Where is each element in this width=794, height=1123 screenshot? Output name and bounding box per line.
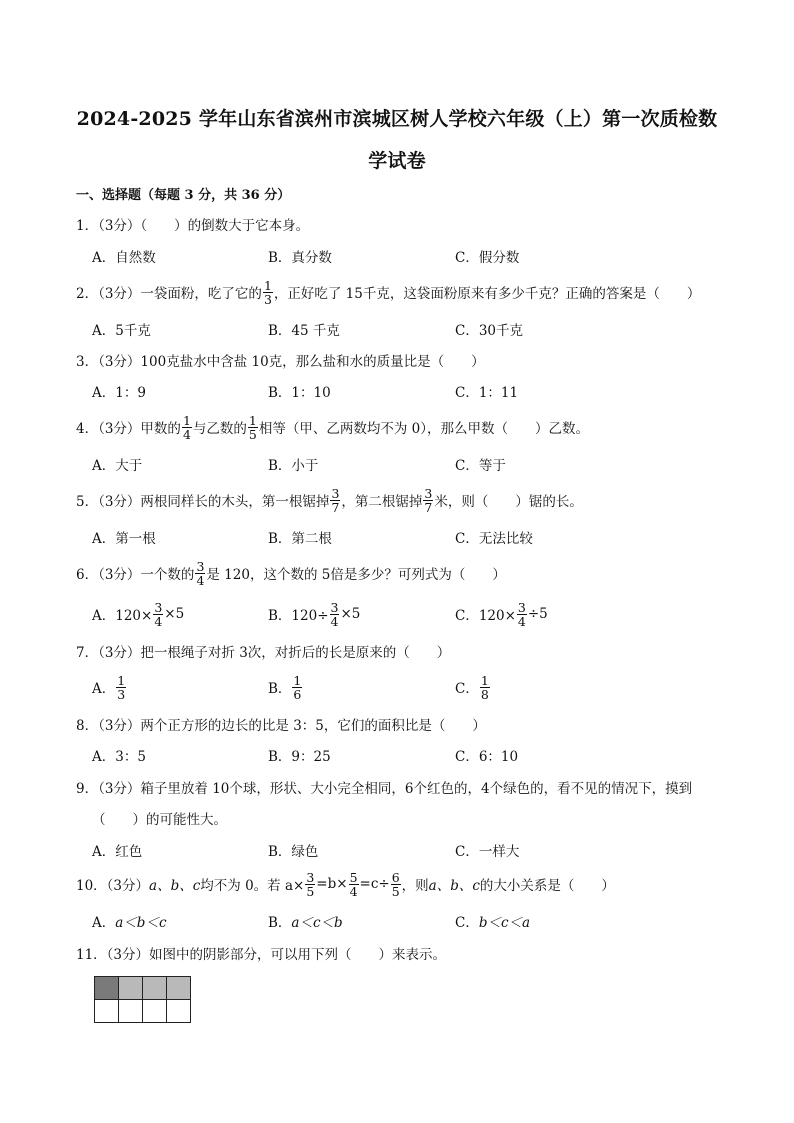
question-9-line2: （ ）的可能性大。 bbox=[92, 812, 227, 828]
option-a: A．红色 bbox=[92, 844, 143, 860]
question-4-options bbox=[92, 450, 732, 478]
option-c: C．30千克 bbox=[455, 323, 524, 339]
option-c: C． $\frac{1}{8}$ bbox=[455, 672, 489, 702]
grid-cell-empty bbox=[167, 1000, 191, 1023]
question-6-options bbox=[92, 597, 732, 631]
option-b: B．第二根 bbox=[268, 531, 332, 547]
fraction: $\frac{1}{3}$ bbox=[117, 672, 126, 702]
option-b: B．真分数 bbox=[268, 250, 332, 266]
grid-row bbox=[95, 1000, 191, 1023]
option-b: B．绿色 bbox=[268, 844, 319, 860]
question-7: 7．（3分）把一根绳子对折 3次，对折后的长是原来的（ ） bbox=[76, 645, 451, 661]
question-9-options bbox=[92, 836, 732, 864]
question-1: 1．（3分）（ ）的倒数大于它本身。 bbox=[76, 218, 310, 234]
question-10: 10．（3分） a、b、c 均不为 0。若 a× $\frac{3}{5}$ =b× $\frac{5}{4}$ =c÷ $\frac{6}{5}$ ，则 a、b、c 的大小关系是（ ） bbox=[76, 869, 615, 899]
option-c: C． b＜c＜a bbox=[455, 915, 531, 931]
option-b: B．45 千克 bbox=[268, 323, 340, 339]
fraction: $\frac{3}{5}$ bbox=[306, 869, 315, 899]
option-a: A． a＜b＜c bbox=[92, 915, 167, 931]
fraction: $\frac{3}{4}$ bbox=[517, 599, 526, 629]
option-a: A．自然数 bbox=[92, 250, 156, 266]
question-2-options bbox=[92, 315, 732, 343]
fraction: $\frac{3}{4}$ bbox=[196, 558, 205, 588]
question-5-options bbox=[92, 523, 732, 551]
grid-cell-shaded bbox=[143, 977, 167, 1000]
question-8-options bbox=[92, 741, 732, 769]
grid-cell-shaded bbox=[119, 977, 143, 1000]
option-c: C．假分数 bbox=[455, 250, 520, 266]
option-b: B． $\frac{1}{6}$ bbox=[268, 672, 302, 702]
fraction: $\frac{3}{7}$ bbox=[331, 485, 340, 515]
option-a: A．第一根 bbox=[92, 531, 156, 547]
grid-cell-empty bbox=[95, 1000, 119, 1023]
option-a: A．大于 bbox=[92, 458, 143, 474]
question-3-options bbox=[92, 377, 732, 405]
option-a: A．120× $\frac{3}{4}$ ×5 bbox=[92, 599, 185, 629]
option-b: B．1：10 bbox=[268, 385, 331, 401]
fraction: $\frac{1}{8}$ bbox=[480, 672, 489, 702]
grid-row bbox=[95, 977, 191, 1000]
question-3: 3．（3分）100克盐水中含盐 10克，那么盐和水的质量比是（ ） bbox=[76, 354, 485, 370]
question-8: 8．（3分）两个正方形的边长的比是 3：5，它们的面积比是（ ） bbox=[76, 718, 486, 734]
question-11: 11．（3分）如图中的阴影部分，可以用下列（ ）来表示。 bbox=[76, 947, 447, 963]
option-c: C．一样大 bbox=[455, 844, 520, 860]
exam-title-line2: 学试卷 bbox=[368, 150, 426, 172]
option-b: B．小于 bbox=[268, 458, 319, 474]
option-b: B．120÷ $\frac{3}{4}$ ×5 bbox=[268, 599, 361, 629]
fraction: $\frac{1}{3}$ bbox=[263, 277, 272, 307]
grid-cell-empty bbox=[143, 1000, 167, 1023]
exam-title-line1: 2024-2025 学年山东省滨州市滨城区树人学校六年级（上）第一次质检数 bbox=[76, 108, 718, 130]
question-5: 5．（3分）两根同样长的木头，第一根锯掉 $\frac{3}{7}$ ，第二根锯掉 $\frac{3}{7}$ 米，则（ ）锯的长。 bbox=[76, 485, 583, 515]
question-4: 4．（3分）甲数的 $\frac{1}{4}$ 与乙数的 $\frac{1}{5}$ 相等（甲、乙两数均不为 0），那么甲数（ ）乙数。 bbox=[76, 412, 589, 442]
option-a: A． $\frac{1}{3}$ bbox=[92, 672, 126, 702]
section-heading: 一、选择题（每题 3 分，共 36 分） bbox=[76, 188, 291, 203]
option-c: C．无法比较 bbox=[455, 531, 533, 547]
fraction: $\frac{1}{5}$ bbox=[248, 412, 257, 442]
option-c: C．6：10 bbox=[455, 749, 519, 765]
option-c: C．等于 bbox=[455, 458, 506, 474]
grid-cell-empty bbox=[119, 1000, 143, 1023]
option-c: C．120× $\frac{3}{4}$ ÷5 bbox=[455, 599, 548, 629]
fraction: $\frac{1}{6}$ bbox=[293, 672, 302, 702]
question-2: 2．（3分）一袋面粉，吃了它的 $\frac{1}{3}$ ，正好吃了 15千克，这袋面粉原来有多少千克？正确的答案是（ ） bbox=[76, 277, 701, 307]
fraction: $\frac{5}{4}$ bbox=[349, 869, 358, 899]
fraction: $\frac{3}{4}$ bbox=[154, 599, 163, 629]
option-a: A．5千克 bbox=[92, 323, 151, 339]
question-1-options bbox=[92, 242, 732, 270]
grid-cell-shaded bbox=[167, 977, 191, 1000]
fraction: $\frac{3}{4}$ bbox=[330, 599, 339, 629]
fraction: $\frac{1}{4}$ bbox=[182, 412, 191, 442]
question-9-line1: 9．（3分）箱子里放着 10个球，形状、大小完全相同，6个红色的，4个绿色的，看不见的情况下，摸到 bbox=[76, 781, 693, 797]
shaded-grid-figure bbox=[94, 976, 191, 1023]
option-a: A．3：5 bbox=[92, 749, 146, 765]
question-10-options bbox=[92, 907, 732, 935]
option-b: B． a＜c＜b bbox=[268, 915, 343, 931]
question-7-options bbox=[92, 670, 732, 704]
fraction: $\frac{3}{7}$ bbox=[424, 485, 433, 515]
option-a: A．1：9 bbox=[92, 385, 146, 401]
option-c: C．1：11 bbox=[455, 385, 519, 401]
question-6: 6．（3分）一个数的 $\frac{3}{4}$ 是 120，这个数的 5倍是多少？可列式为（ ） bbox=[76, 558, 506, 588]
fraction: $\frac{6}{5}$ bbox=[391, 869, 400, 899]
option-b: B．9：25 bbox=[268, 749, 331, 765]
grid-cell-dark bbox=[95, 977, 119, 1000]
